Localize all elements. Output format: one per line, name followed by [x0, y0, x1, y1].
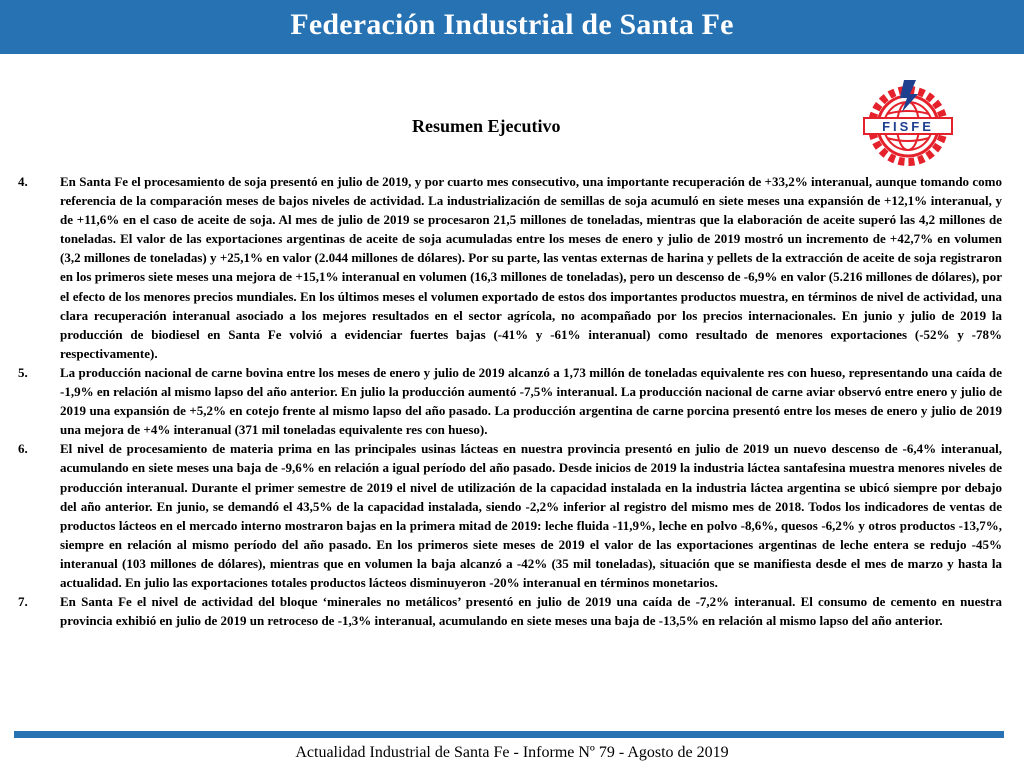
list-item: [18, 592, 1002, 630]
page-title: Federación Industrial de Santa Fe: [290, 8, 734, 41]
list-item: [18, 439, 1002, 592]
fisfe-gear-globe-logo-icon: [858, 76, 958, 166]
footer-rule: [14, 731, 1004, 738]
list-item-number: 6.: [18, 441, 28, 457]
footer-text: Actualidad Industrial de Santa Fe - Informe Nº 79 - Agosto de 2019: [295, 744, 729, 761]
logo-text: FISFE: [882, 119, 934, 134]
list-item: [18, 172, 1002, 363]
list-item-number: 4.: [18, 174, 28, 189]
list-item-text: El nivel de procesamiento de materia prima en las principales usinas lácteas en nuestra provincia presentó en julio de 2019 un nuevo descenso de -6,4% interanual, acumulando en siete meses una baja de -9,6% en relación a igual período del año pasado. Desde inicios de 2019 la industria láctea santafesina muestra menores niveles de producción interanual. Durante el primer semestre de 2019 el nivel de utilización de la capacidad instalada en la industria láctea argentina se ubicó siempre por debajo del año anterior. En junio, se demandó el 43,5% de la capacidad instalada, siendo -2,2% inferior al registro del mismo mes de 2018. Todos los indicadores de ventas de productos lácteos en el mercado interno mostraron bajas en la primera mitad de 2019: leche fluida -11,9%, leche en polvo -8,6%, quesos -6,2% y otros productos -13,7%, siempre en relación al mismo período del año pasado. En los primeros siete meses de 2019 el valor de las exportaciones argentinas de leche entera se redujo -45% interanual (103 millones de dólares), mientras que en volumen la baja alcanzó a -42% (35 mil toneladas), situación que se manifiesta desde el mes de marzo y hasta la actualidad. En julio las exportaciones totales productos lácteos disminuyeron -20% interanual en términos monetarios.: [60, 441, 1002, 590]
list-item-text: La producción nacional de carne bovina entre los meses de enero y julio de 2019 alcanzó a 1,73 millón de toneladas equivalente res con hueso, representando una caída de -1,9% en relación al mismo lapso del año anterior. En julio la producción aumentó -7,5% interanual. La producción nacional de carne aviar observó entre enero y julio de 2019 una expansión de +5,2% en cotejo frente al mismo lapso del año pasado. La producción argentina de carne porcina presentó entre los meses de enero y julio de 2019 una mejora de +4% interanual (371 mil toneladas equivalente res con hueso).: [60, 364, 1002, 438]
fisfe-logo: [858, 76, 958, 166]
list-item-text: En Santa Fe el nivel de actividad del bloque ‘minerales no metálicos’ presentó en julio de 2019 una caída de -7,2% interanual. El consumo de cemento en nuestra provincia exhibió en julio de 2019 un retroceso de -1,3% interanual, acumulando en siete meses una baja de -13,5% en relación al mismo lapso del año anterior.: [60, 594, 1002, 629]
section-title: Resumen Ejecutivo: [412, 116, 561, 136]
summary-list: [18, 172, 1002, 630]
list-item-number: 5.: [18, 364, 28, 380]
list-item-number: 7.: [18, 594, 28, 610]
list-item-text: En Santa Fe el procesamiento de soja presentó en julio de 2019, y por cuarto mes consecutivo, una importante recuperación de +33,2% interanual, aunque tomando como referencia de la comparación meses de bajos niveles de actividad. La industrialización de semillas de soja acumuló en siete meses una expansión de +12,1% interanual, y de +11,6% en el caso de aceite de soja. Al mes de julio de 2019 se procesaron 21,5 millones de toneladas, mientras que la elaboración de aceite superó las 4,2 millones de toneladas. El valor de las exportaciones argentinas de aceite de soja acumuladas entre los meses de enero y julio de 2019 mostró un incremento de +42,7% en volumen (3,2 millones de toneladas) y +25,1% en valor (2.044 millones de dólares). Por su parte, las ventas externas de harina y pellets de la extracción de aceite de soja registraron en los primeros siete meses una mejora de +15,1% interanual en volumen (16,3 millones de toneladas), pero un descenso de -6,9% en valor (5.216 millones de dólares), por el efecto de los menores precios mundiales. En los últimos meses el volumen exportado de estos dos importantes productos muestra, en términos de nivel de actividad, una clara recuperación interanual asociado a los mejores resultados en el sector agrícola, no acompañado por los precios internacionales. En junio y julio de 2019 la producción de biodiesel en Santa Fe volvió a evidenciar fuertes bajas (-41% y -61% interanual) como resultado de menores exportaciones (-52% y -78% respectivamente).: [60, 174, 1002, 361]
list-item: [18, 363, 1002, 439]
header-bar: [0, 0, 1024, 54]
